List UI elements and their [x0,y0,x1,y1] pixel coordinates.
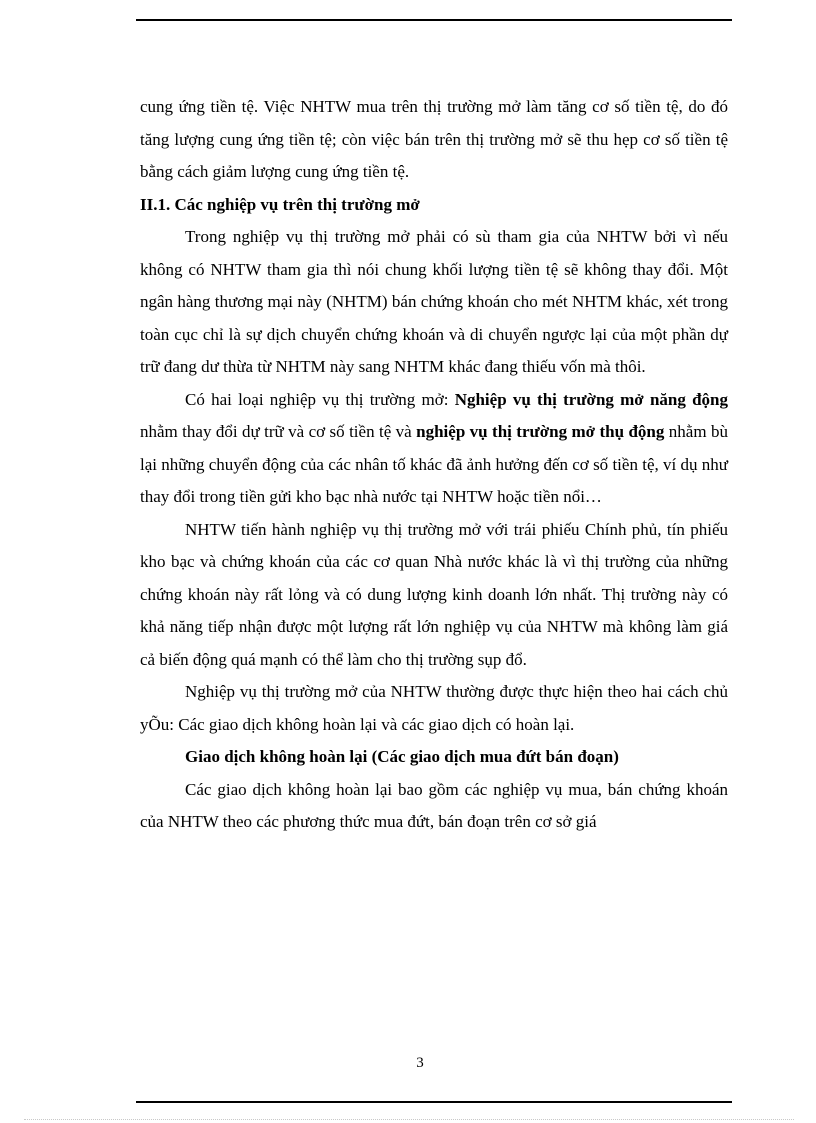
paragraph-open-market-participation: Trong nghiệp vụ thị trường mở phải có sù tham gia của NHTW bởi vì nếu không có NHTW tham gia thì nói chung khối lượng tiền tệ sẽ không thay đổi. Một ngân hàng thương mại này (NHTM) bán chứng khoán cho mét NHTM khác, xét trong toàn cục chỉ là sự dịch chuyển chứng khoán và di chuyển ngược lại của một phần dự trữ đang dư thừa từ NHTM này sang NHTM khác đang thiếu vốn mà thôi. [140,227,728,376]
paragraph-text: nhằm bù lại những chuyển động của các nhân tố khác đã ảnh hưởng đến cơ số tiền tệ, ví dụ như thay đổi trong tiền gửi kho bạc nhà nước tại NHTW hoặc tiền nổi… [140,422,728,506]
section-heading: II.1. Các nghiệp vụ trên thị trường mở [140,194,420,214]
paragraph-two-methods: Nghiệp vụ thị trường mở của NHTW thường được thực hiện theo hai cách chủ yÕu: Các giao dịch không hoàn lại và các giao dịch có hoàn lại. [140,682,728,734]
paragraph-bonds: NHTW tiến hành nghiệp vụ thị trường mở với trái phiếu Chính phủ, tín phiếu kho bạc và chứng khoán của các cơ quan Nhà nước khác là vì thị trường của những chứng khoán này rất lỏng và có dung lượng kinh doanh lớn nhất. Thị trường này có khả năng tiếp nhận được một lượng rất lớn nghiệp vụ của NHTW mà không làm giá cả biến động quá mạnh có thể làm cho thị trường sụp đổ. [140,519,728,669]
paragraph-continuation: cung ứng tiền tệ. Việc NHTW mua trên thị trường mở làm tăng cơ số tiền tệ, do đó tăng lượng cung ứng tiền tệ; còn việc bán trên thị trường mở sẽ thu hẹp cơ số tiền tệ bằng cách giảm lượng cung ứng tiền tệ. [140,97,728,181]
document-body [140,91,728,839]
header-rule [136,19,732,21]
subsection-heading: Giao dịch không hoàn lại (Các giao dịch mua đứt bán đoạn) [185,747,619,766]
paragraph-operation-types [140,384,728,514]
bold-term-passive: nghiệp vụ thị trường mở thụ động [416,422,665,441]
page-edge-dotted-line [24,1119,794,1120]
page-number: 3 [416,1055,424,1071]
paragraph-text: Có hai loại nghiệp vụ thị trường mở: [185,389,455,409]
footer-rule [136,1101,732,1103]
paragraph-text: nhằm thay đổi dự trữ và cơ số tiền tệ và [140,422,417,441]
bold-term-dynamic: Nghiệp vụ thị trường mở năng động [454,389,728,409]
paragraph-non-reversible: Các giao dịch không hoàn lại bao gồm các nghiệp vụ mua, bán chứng khoán của NHTW theo các phương thức mua đứt, bán đoạn trên cơ sở giá [140,779,728,831]
